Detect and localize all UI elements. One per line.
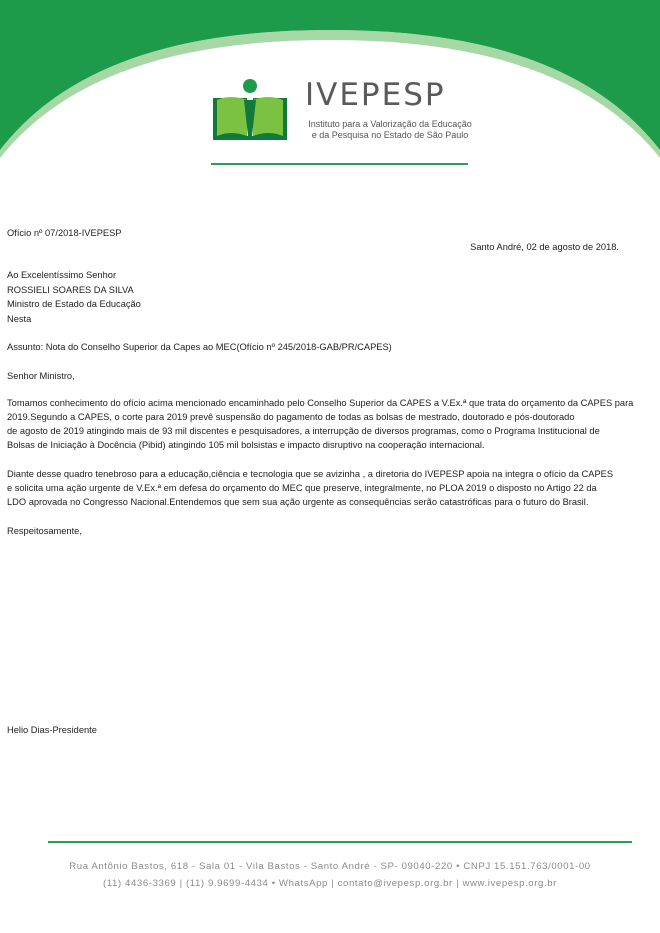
brand-tagline-line2: e da Pesquisa no Estado de São Paulo bbox=[311, 130, 469, 140]
letter-closing: Respeitosamente, bbox=[7, 526, 82, 536]
recipient-line-4: Nesta bbox=[7, 314, 32, 324]
letter-salutation: Senhor Ministro, bbox=[7, 371, 75, 381]
place-date: Santo André, 02 de agosto de 2018. bbox=[470, 242, 619, 252]
footer-divider bbox=[48, 841, 632, 843]
footer-contacts: (11) 4436-3369 | (11) 9.9699-4434 • WhatsApp | contato@ivepesp.org.br | www.ivepesp.org.br bbox=[103, 878, 557, 889]
paragraph2-line-3: LDO aprovada no Congresso Nacional.Entendemos que sem sua ação urgente as consequências serão catastróficas para o futuro do Brasil. bbox=[7, 497, 589, 507]
header-divider bbox=[211, 163, 468, 165]
letter-subject: Assunto: Nota do Conselho Superior da Capes ao MEC(Ofício nº 245/2018-GAB/PR/CAPES) bbox=[7, 342, 392, 352]
letter-reference: Ofício nº 07/2018-IVEPESP bbox=[7, 228, 122, 238]
brand-tagline bbox=[305, 119, 475, 141]
paragraph1-line-2: 2019.Segundo a CAPES, o corte para 2019 prevê suspensão do pagamento de todas as bolsas de mestrado, doutorado e pós-doutorado bbox=[7, 412, 575, 422]
paragraph1-line-1: Tomamos conhecimento do ofício acima mencionado encaminhado pelo Conselho Superior da CAPES a V.Ex.ª que trata do orçamento da CAPES para bbox=[7, 398, 634, 408]
ivepesp-logo bbox=[211, 76, 476, 146]
paragraph1-line-3: de agosto de 2019 atingindo mais de 93 mil discentes e pesquisadores, a interrupção de diversos programas, como o Programa Institucional de bbox=[7, 426, 600, 436]
paragraph1-line-4: Bolsas de Iniciação à Docência (Pibid) atingindo 105 mil bolsistas e impacto disruptivo na cooperação internacional. bbox=[7, 440, 485, 450]
brand-tagline-line1: Instituto para a Valorização da Educação bbox=[308, 119, 472, 129]
letter-signature: Helio Dias-Presidente bbox=[7, 725, 97, 735]
brand-name: IVEPESP bbox=[305, 77, 446, 113]
recipient-line-2: ROSSIELI SOARES DA SILVA bbox=[7, 285, 134, 295]
book-person-icon bbox=[211, 76, 289, 144]
recipient-line-1: Ao Excelentíssimo Senhor bbox=[7, 270, 117, 280]
paragraph2-line-1: Diante desse quadro tenebroso para a educação,ciência e tecnologia que se avizinha , a diretoria do IVEPESP apoia na integra o ofício da CAPES bbox=[7, 469, 614, 479]
footer-address: Rua Antônio Bastos, 618 - Sala 01 - Vila Bastos - Santo André - SP- 09040-220 • CNPJ 15.151.763/0001-00 bbox=[69, 861, 591, 872]
paragraph2-line-2: e solicita uma ação urgente de V.Ex.ª em defesa do orçamento do MEC que preserve, integralmente, no PLOA 2019 o disposto no Artigo 22 da bbox=[7, 483, 597, 493]
recipient-line-3: Ministro de Estado da Educação bbox=[7, 299, 141, 309]
